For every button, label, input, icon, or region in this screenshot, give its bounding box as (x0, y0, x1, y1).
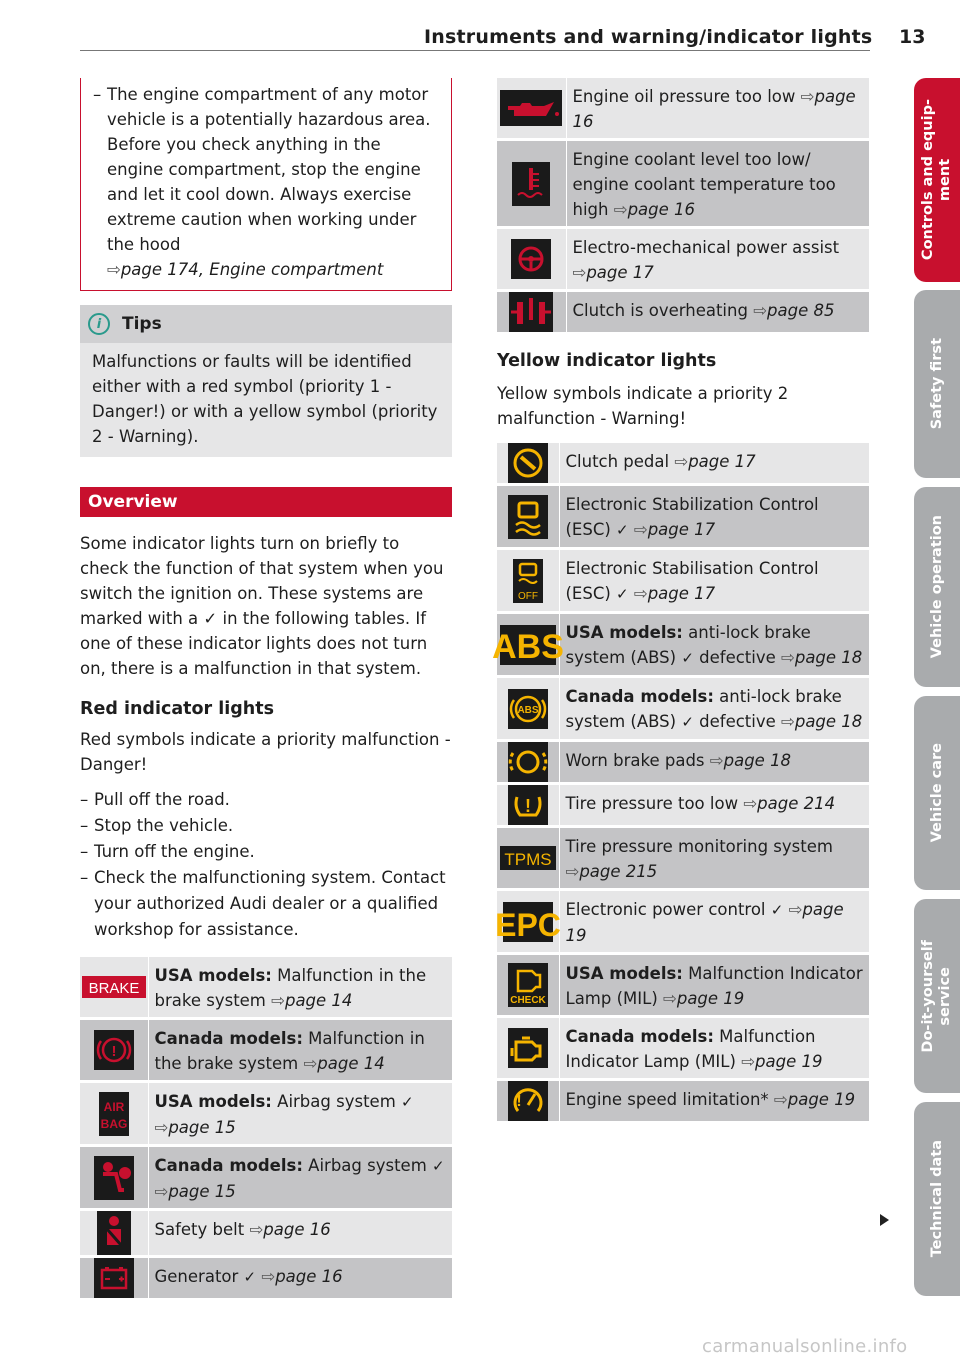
row-description: Safety belt (154, 1220, 245, 1239)
page-reference-link[interactable]: ⇨page 85 (753, 301, 835, 320)
row-model-label: Canada models: (154, 1156, 303, 1175)
page-reference-link[interactable]: ⇨page 16 (613, 200, 696, 219)
table-row: ABS Canada models: anti-lock brake system (ABS) ✓ defective ⇨page 18 (497, 677, 869, 741)
row-description: Malfunction in the brake system (154, 1029, 425, 1073)
continue-arrow-icon (880, 1214, 889, 1226)
watermark: carmanualsonline.info (702, 1336, 908, 1357)
row-description: Tire pressure too low (565, 794, 739, 813)
page-reference-link[interactable]: ⇨page 19 (565, 900, 844, 945)
abs-circle-icon (497, 677, 559, 741)
page-number: 13 (899, 26, 926, 48)
table-row (80, 1082, 452, 1146)
abs-text-icon (491, 613, 564, 677)
table-row (80, 1019, 452, 1082)
clutch-temp-icon (497, 291, 566, 334)
row-description: Airbag system (271, 1092, 396, 1111)
check-mark-icon: ✓ (681, 649, 694, 667)
speed-limit-icon (497, 1080, 559, 1123)
overview-intro: Some indicator lights turn on briefly to check the function of that system when you switch the ignition on. These systems are marked with a ✓ in the following tables. If one of these indicator lights does not turn on, there is a malfunction in that system. (80, 534, 444, 678)
svg-text:OFF: OFF (517, 590, 538, 602)
info-icon: i (88, 313, 110, 335)
table-row (497, 228, 869, 291)
svg-text:BRAKE: BRAKE (88, 980, 140, 997)
battery-icon (80, 1257, 148, 1300)
overview-heading: Overview (80, 487, 452, 517)
table-row (497, 741, 869, 784)
table-row (497, 954, 869, 1017)
row-description: Electronic Stabilisation Control (ESC) (565, 559, 819, 603)
brake-circle-icon (80, 1019, 148, 1082)
page-reference-link[interactable]: ⇨page 214 (743, 794, 836, 813)
row-description: Electronic power control (565, 900, 766, 919)
page-reference-link[interactable]: ⇨page 17 (633, 520, 716, 539)
page-reference-link[interactable]: ⇨page 215 (565, 862, 658, 881)
table-row (497, 784, 869, 827)
warning-box: – The engine compartment of any motor vehicle is a potentially hazardous area. Before you check anything in the engine compartment, stop the engine and let it cool down. Always exercise extreme caution when working under the hood ⇨page 174, Engine compartment (80, 78, 452, 291)
row-description: Airbag system (302, 1156, 427, 1175)
row-description: Worn brake pads (565, 751, 705, 770)
seat-belt-icon (80, 1210, 148, 1257)
check-mark-icon: ✓ (432, 1157, 445, 1175)
svg-text:TPMS: TPMS (504, 850, 552, 869)
table-row (497, 827, 869, 890)
tab-safety[interactable]: Safety first (914, 290, 960, 478)
page-reference-link[interactable]: ⇨page 17 (572, 263, 654, 282)
table-row (80, 1210, 452, 1257)
row-model-label: Canada models: (154, 1029, 303, 1048)
esc-off-icon (497, 549, 559, 613)
table-row (497, 485, 869, 549)
tips-heading: i Tips (80, 305, 452, 343)
right-column (491, 78, 869, 1124)
table-row (497, 1017, 869, 1080)
esc-icon (497, 485, 559, 549)
steps-list (80, 787, 452, 943)
page-reference-link[interactable]: ⇨page 18 (709, 751, 792, 770)
page-reference-link[interactable]: ⇨page 17 (633, 584, 716, 603)
table-row (80, 1146, 452, 1210)
engine-icon (497, 1017, 559, 1080)
svg-text:CHECK: CHECK (509, 995, 546, 1006)
check-mark-icon: ✓ (243, 1268, 257, 1286)
page-reference-link[interactable]: ⇨page 16 (261, 1267, 343, 1286)
svg-text:!: ! (111, 1043, 117, 1060)
row-description: Malfunction in the brake system (154, 966, 427, 1010)
red-lights-intro: Red symbols indicate a priority malfunction - Danger! (80, 730, 451, 774)
left-column (80, 78, 452, 1301)
row-description: anti-lock brake system (ABS) (565, 623, 811, 667)
check-mark-icon: ✓ (770, 901, 784, 919)
list-item: – Stop the vehicle. (80, 816, 234, 835)
row-model-label: Canada models: (565, 687, 714, 706)
brake-text-icon (80, 957, 148, 1019)
clutch-pedal-icon (497, 443, 559, 485)
svg-text:!: ! (524, 796, 531, 816)
coolant-icon (497, 140, 566, 228)
svg-text:ABS: ABS (517, 704, 539, 716)
table-row (497, 140, 869, 228)
table-row (497, 443, 869, 485)
red-indicator-table-right (497, 78, 869, 335)
warning-text: The engine compartment of any motor vehicle is a potentially hazardous area. Before you check anything in the engine compartment, stop the engine and let it cool down. Always exercise extreme caution when working under the hood (107, 85, 431, 254)
row-description: Tire pressure monitoring system (565, 837, 833, 856)
table-row: ABS USA models: anti-lock brake system (ABS) ✓ defective ⇨page 18 (497, 613, 869, 677)
page-reference-link[interactable]: ⇨page 18 (781, 712, 863, 731)
epc-text-icon (494, 890, 561, 954)
tire-pressure-icon (497, 784, 559, 827)
page-reference-link[interactable]: ⇨page 19 (663, 989, 745, 1008)
svg-text:AIR: AIR (103, 1099, 125, 1114)
page-reference-link[interactable]: ⇨page 19 (773, 1090, 856, 1109)
row-description: Electronic Stabilization Control (ESC) (565, 495, 819, 539)
table-row (80, 1257, 452, 1300)
yellow-indicator-table (491, 443, 869, 1124)
check-mark-icon: ✓ (616, 521, 629, 539)
table-row (497, 549, 869, 613)
table-row (497, 291, 869, 334)
yellow-lights-heading: Yellow indicator lights (497, 351, 717, 371)
yellow-lights-intro: Yellow symbols indicate a priority 2 malfunction - Warning! (497, 384, 789, 428)
list-item: – Pull off the road. (80, 790, 230, 809)
row-description: Engine oil pressure too low (572, 87, 796, 106)
header-rule (80, 50, 870, 51)
table-row (497, 78, 869, 140)
row-description: Clutch pedal (565, 452, 670, 471)
check-mark-icon: ✓ (681, 713, 694, 731)
oil-can-icon (497, 78, 566, 140)
table-row (497, 890, 869, 954)
tab-vehicle-care[interactable]: Vehicle care (914, 696, 960, 890)
row-model-label: USA models: (565, 964, 683, 983)
list-item: – Check the malfunctioning system. Contact your authorized Audi dealer or a qualified workshop for assistance. (80, 868, 446, 939)
airbag-person-icon (80, 1146, 148, 1210)
row-description: Engine coolant level too low/ engine coolant temperature too high (572, 150, 836, 219)
row-description: Clutch is overheating (572, 301, 748, 320)
row-model-label: USA models: (154, 966, 272, 985)
svg-text:ABS: ABS (491, 627, 564, 666)
page-reference-link[interactable]: ⇨page 15 (154, 1182, 236, 1201)
tpms-text-icon (497, 827, 559, 890)
page-reference-link[interactable]: ⇨page 16 (249, 1220, 331, 1239)
page-reference-link[interactable]: ⇨page 18 (781, 648, 863, 667)
check-mark-icon: ✓ (616, 585, 629, 603)
svg-text:EPC: EPC (494, 906, 561, 943)
red-lights-heading: Red indicator lights (80, 699, 275, 719)
row-description: Malfunction Indicator Lamp (MIL) (565, 1027, 816, 1071)
page-reference-link[interactable]: ⇨page 17 (674, 452, 756, 471)
row-model-label: Canada models: (565, 1027, 714, 1046)
page-reference-link[interactable]: ⇨page 15 (154, 1118, 236, 1137)
list-item: – Turn off the engine. (80, 842, 255, 861)
page-header-title: Instruments and warning/indicator lights (424, 26, 873, 48)
tab-vehicle-operation[interactable]: Vehicle operation (914, 487, 960, 687)
steering-wheel-icon (497, 228, 566, 291)
page-reference-link[interactable]: ⇨page 16 (572, 87, 856, 131)
row-description: Electro-mechanical power assist (572, 238, 840, 257)
row-model-label: USA models: (154, 1092, 272, 1111)
table-row (497, 1080, 869, 1123)
page-reference-link[interactable]: ⇨page 19 (741, 1052, 823, 1071)
tab-controls[interactable]: Controls and equip- ment (914, 78, 960, 282)
row-description: anti-lock brake system (ABS) (565, 687, 842, 731)
red-indicator-table-left (80, 957, 452, 1301)
svg-text:!: ! (516, 1093, 522, 1110)
row-model-label: USA models: (565, 623, 683, 642)
page-reference-link[interactable]: ⇨page 14 (303, 1054, 385, 1073)
warning-link[interactable]: ⇨page 174, Engine compartment (107, 260, 384, 279)
check-engine-icon (497, 954, 559, 1017)
air-bag-icon (80, 1082, 148, 1146)
row-description: Engine speed limitation* (565, 1090, 769, 1109)
row-description: Malfunction Indicator Lamp (MIL) (565, 964, 863, 1008)
page-reference-link[interactable]: ⇨page 14 (271, 991, 353, 1010)
tab-diy-service[interactable]: Do-it-yourself service (914, 899, 960, 1093)
tips-body: Malfunctions or faults will be identified either with a red symbol (priority 1 - Danger!) or with a yellow symbol (priority 2 - Warning). (80, 343, 452, 457)
row-description: Generator (154, 1267, 239, 1286)
brake-pads-icon (497, 741, 559, 784)
tab-technical-data[interactable]: Technical data (914, 1102, 960, 1296)
check-mark-icon: ✓ (401, 1093, 414, 1111)
table-row (80, 957, 452, 1019)
svg-text:BAG: BAG (100, 1116, 128, 1131)
